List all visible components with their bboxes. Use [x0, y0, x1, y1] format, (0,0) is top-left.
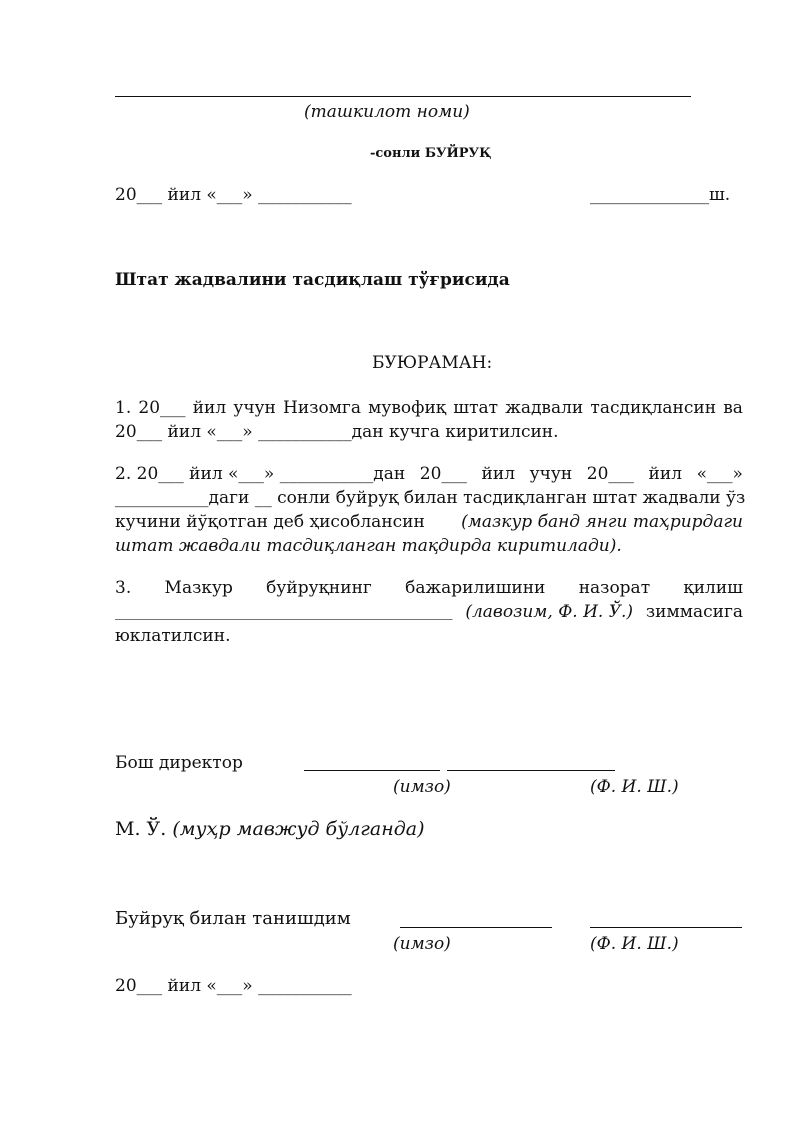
p1-word: ва: [723, 398, 743, 418]
decree-heading: БУЮРАМАН:: [372, 353, 493, 373]
p1-word: мувофиқ: [368, 398, 447, 418]
p1-word: йил: [192, 398, 227, 418]
paragraph-2-line-3: [115, 512, 743, 532]
director-fio-caption: (Ф. И. Ш.): [590, 777, 679, 797]
p1-word: 20___: [138, 398, 186, 418]
p2-word: 20___: [586, 464, 634, 484]
seal-prefix: М. Ў.: [115, 818, 167, 840]
ack-fio-line: [590, 927, 742, 928]
p3-word: 3.: [115, 578, 132, 598]
director-fio-line: [447, 770, 615, 771]
ack-fio-caption: (Ф. И. Ш.): [590, 934, 679, 954]
p3-position-note: (лавозим, Ф. И. Ў.): [465, 602, 634, 622]
ack-label: Буйруқ билан танишдим: [115, 908, 351, 929]
p2-word: йил: [648, 464, 683, 484]
p3-word: буйруқнинг: [266, 578, 372, 598]
p1-word: тасдиқлансин: [590, 398, 717, 418]
director-sign-caption: (имзо): [393, 777, 451, 797]
p2-word: 20___: [419, 464, 467, 484]
org-name-line: [115, 96, 691, 97]
ack-date: 20___ йил «___» ___________: [115, 976, 352, 996]
ack-sign-line: [400, 927, 552, 928]
p3-word: бажарилишини: [405, 578, 546, 598]
org-name-caption: (ташкилот номи): [304, 102, 470, 122]
ack-sign-caption: (имзо): [393, 934, 451, 954]
seal-note: (муҳр мавжуд бўлганда): [172, 818, 425, 840]
p2-word: учун: [529, 464, 573, 484]
director-sign-line: [304, 770, 440, 771]
p1-word: штат: [453, 398, 499, 418]
p1-word: Низомга: [283, 398, 361, 418]
paragraph-2-line-4: штат жавдали тасдиқланган тақдирда киритилади).: [115, 536, 622, 556]
p2-word: «___»: [696, 464, 743, 484]
order-title: -сонли БУЙРУҚ: [370, 146, 492, 161]
p3-word: назорат: [578, 578, 651, 598]
p2-text: кучини йўқотган деб ҳисоблансин: [115, 512, 425, 532]
seal-line: [115, 818, 425, 840]
p3-blank: _____________________________________________: [115, 602, 453, 620]
p3-word: қилиш: [683, 578, 743, 598]
paragraph-3-line-1: [115, 578, 743, 598]
order-city: ______________ш.: [590, 185, 731, 205]
p2-word: 2. 20___ йил «___» ___________дан: [115, 464, 406, 484]
order-date: 20___ йил «___» ___________: [115, 185, 352, 205]
paragraph-1-line-2: 20___ йил «___» ___________дан кучга киритилсин.: [115, 422, 559, 442]
p2-word: йил: [481, 464, 515, 484]
director-label: Бош директор: [115, 753, 243, 773]
p1-word: учун: [233, 398, 276, 418]
paragraph-2-line-2: ___________даги __ сонли буйруқ билан тасдиқланган штат жадвали ўз: [115, 488, 746, 508]
p3-word: Мазкур: [164, 578, 233, 598]
p1-word: 1.: [115, 398, 132, 418]
paragraph-3-line-3: юклатилсин.: [115, 626, 231, 646]
paragraph-3-line-2: [115, 602, 743, 622]
p2-note: (мазкур банд янги таҳрирдаги: [461, 512, 743, 532]
paragraph-1-line-1: [115, 398, 743, 418]
order-subject: Штат жадвалини тасдиқлаш тўғрисида: [115, 270, 510, 290]
paragraph-2-line-1: [115, 464, 743, 484]
p3-word: зиммасига: [645, 602, 743, 622]
p1-word: жадвали: [505, 398, 584, 418]
